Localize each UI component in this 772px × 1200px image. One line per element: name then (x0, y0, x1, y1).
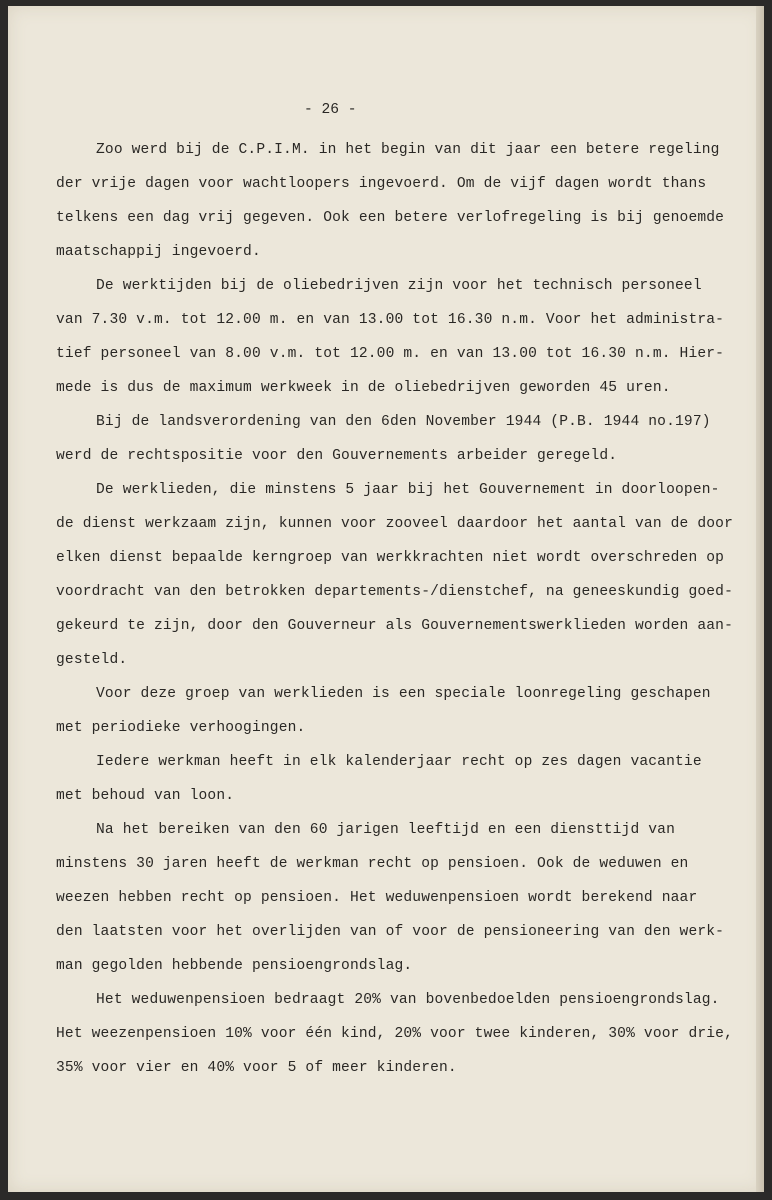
text-line: Het weezenpensioen 10% voor één kind, 20% voor twee kinderen, 30% voor drie, (56, 1026, 733, 1042)
text-line: gesteld. (56, 652, 128, 668)
text-line: Zoo werd bij de C.P.I.M. in het begin van dit jaar een betere regeling (96, 142, 720, 158)
text-line: 35% voor vier en 40% voor 5 of meer kinderen. (56, 1060, 457, 1076)
text-line: de dienst werkzaam zijn, kunnen voor zooveel daardoor het aantal van de door (56, 516, 733, 532)
text-line: der vrije dagen voor wachtloopers ingevoerd. Om de vijf dagen wordt thans (56, 176, 707, 192)
document-page (8, 6, 764, 1192)
text-line: De werktijden bij de oliebedrijven zijn voor het technisch personeel (96, 278, 702, 294)
text-line: Iedere werkman heeft in elk kalenderjaar recht op zes dagen vacantie (96, 754, 702, 770)
page-edge (756, 6, 764, 1192)
text-line: gekeurd te zijn, door den Gouverneur als Gouvernementswerklieden worden aan- (56, 618, 733, 634)
text-line: man gegolden hebbende pensioengrondslag. (56, 958, 413, 974)
text-line: mede is dus de maximum werkweek in de oliebedrijven geworden 45 uren. (56, 380, 671, 396)
text-line: werd de rechtspositie voor den Gouvernements arbeider geregeld. (56, 448, 618, 464)
text-line: weezen hebben recht op pensioen. Het weduwenpensioen wordt berekend naar (56, 890, 698, 906)
text-line: met behoud van loon. (56, 788, 235, 804)
text-line: met periodieke verhoogingen. (56, 720, 306, 736)
text-line: tief personeel van 8.00 v.m. tot 12.00 m. en van 13.00 tot 16.30 n.m. Hier- (56, 346, 725, 362)
text-line: minstens 30 jaren heeft de werkman recht op pensioen. Ook de weduwen en (56, 856, 689, 872)
text-line: Na het bereiken van den 60 jarigen leeftijd en een diensttijd van (96, 822, 675, 838)
text-line: De werklieden, die minstens 5 jaar bij het Gouvernement in doorloopen- (96, 482, 720, 498)
page-number: - 26 - (304, 102, 357, 118)
text-line: voordracht van den betrokken departements-/dienstchef, na geneeskundig goed- (56, 584, 733, 600)
text-line: elken dienst bepaalde kerngroep van werkkrachten niet wordt overschreden op (56, 550, 725, 566)
text-line: maatschappij ingevoerd. (56, 244, 261, 260)
text-line: telkens een dag vrij gegeven. Ook een betere verlofregeling is bij genoemde (56, 210, 725, 226)
text-line: van 7.30 v.m. tot 12.00 m. en van 13.00 tot 16.30 n.m. Voor het administra- (56, 312, 725, 328)
text-line: Voor deze groep van werklieden is een speciale loonregeling geschapen (96, 686, 711, 702)
text-line: Het weduwenpensioen bedraagt 20% van bovenbedoelden pensioengrondslag. (96, 992, 720, 1008)
text-line: Bij de landsverordening van den 6den November 1944 (P.B. 1944 no.197) (96, 414, 711, 430)
text-line: den laatsten voor het overlijden van of voor de pensioneering van den werk- (56, 924, 725, 940)
